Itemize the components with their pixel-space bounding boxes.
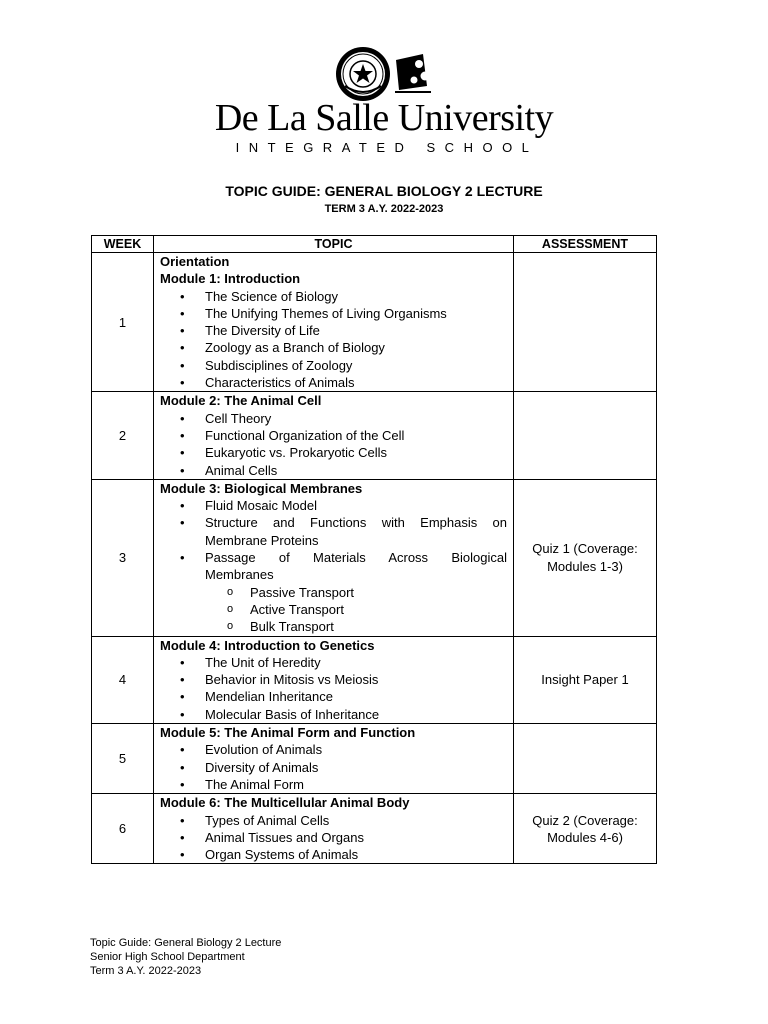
topic-guide-table [91,235,657,864]
topic-list [160,741,507,793]
list-item: • Molecular Basis of Inheritance [160,706,507,723]
table-row [92,253,657,392]
module-title: Module 4: Introduction to Genetics [160,637,375,653]
assessment-cell [514,253,657,392]
list-item: • Evolution of Animals [160,741,507,758]
list-item: • Animal Tissues and Organs [160,829,507,846]
week-cell: 5 [92,724,154,794]
topic-cell [154,479,514,636]
topic-list [160,654,507,723]
week-cell: 1 [92,253,154,392]
table-row [92,479,657,636]
assessment-cell [514,479,657,636]
list-item: • The Animal Form [160,776,507,793]
list-item [160,549,507,584]
list-item: • Animal Cells [160,462,507,479]
footer-line: Topic Guide: General Biology 2 Lecture [90,937,282,949]
module-title: Module 1: Introduction [160,271,301,287]
university-name: De La Salle University [214,97,554,139]
module-title: Module 2: The Animal Cell [160,393,322,409]
topic-cell [154,392,514,479]
footer-line: Senior High School Department [90,951,245,963]
list-item-line: • Structure and Functions with Emphasis on [205,515,507,531]
topic-cell [154,724,514,794]
footer-line: Term 3 A.Y. 2022-2023 [90,965,202,977]
module-title: Module 3: Biological Membranes [160,480,363,496]
assessment-cell [514,392,657,479]
week-cell: 2 [92,392,154,479]
list-item: • Subdisciplines of Zoology [160,357,507,374]
topic-list [160,497,507,583]
assessment-cell [514,794,657,864]
school-emblem-icon [393,52,435,94]
list-item: • Behavior in Mitosis vs Meiosis [160,671,507,688]
assessment-cell [514,724,657,794]
table-row [92,794,657,864]
list-item-line: Membranes [205,567,274,583]
topic-cell [154,794,514,864]
list-item [160,514,507,549]
sub-list-item: o Active Transport [160,601,507,618]
subtopic-list [160,584,507,636]
list-item-line: • Passage of Materials Across Biological [205,550,507,566]
sub-list-item: o Passive Transport [160,584,507,601]
list-item-line: Membrane Proteins [205,532,319,548]
list-item: • Zoology as a Branch of Biology [160,339,507,356]
logo-area [0,46,768,102]
orientation-title: Orientation [160,254,230,269]
list-item: • Cell Theory [160,410,507,427]
list-item: • Types of Animal Cells [160,812,507,829]
week-cell: 3 [92,479,154,636]
list-item: • Characteristics of Animals [160,374,507,391]
topic-list [160,812,507,864]
table-row [92,724,657,794]
assessment-line: Quiz 2 (Coverage: [532,812,638,828]
school-name: INTEGRATED SCHOOL [235,140,539,155]
sub-list-item: o Bulk Transport [160,618,507,635]
university-seal-icon [335,46,391,102]
table-header-row [92,236,657,253]
list-item: • Mendelian Inheritance [160,688,507,705]
list-item: • The Diversity of Life [160,322,507,339]
table-row [92,392,657,479]
assessment-line: Modules 1-3) [547,558,623,574]
topic-list [160,410,507,479]
assessment-line: Modules 4-6) [547,829,623,845]
list-item: • The Unit of Heredity [160,654,507,671]
assessment-cell: Insight Paper 1 [514,636,657,723]
assessment-column-header: ASSESSMENT [514,236,657,253]
list-item: • The Science of Biology [160,288,507,305]
page-footer [90,936,281,978]
week-cell: 6 [92,794,154,864]
module-title: Module 6: The Multicellular Animal Body [160,795,410,811]
list-item: • The Unifying Themes of Living Organisms [160,305,507,322]
week-cell: 4 [92,636,154,723]
list-item: • Diversity of Animals [160,759,507,776]
list-item: • Functional Organization of the Cell [160,427,507,444]
topic-column-header: TOPIC [154,236,514,253]
list-item: • Fluid Mosaic Model [160,497,507,514]
list-item: • Eukaryotic vs. Prokaryotic Cells [160,444,507,461]
topic-cell [154,636,514,723]
week-column-header: WEEK [92,236,154,253]
list-item: • Organ Systems of Animals [160,846,507,863]
topic-list [160,288,507,392]
document-title: TOPIC GUIDE: GENERAL BIOLOGY 2 LECTURE [225,183,543,199]
module-title: Module 5: The Animal Form and Function [160,725,416,741]
table-row [92,636,657,723]
document-term: TERM 3 A.Y. 2022-2023 [324,203,444,215]
assessment-line: Quiz 1 (Coverage: [532,541,638,557]
topic-cell [154,253,514,392]
